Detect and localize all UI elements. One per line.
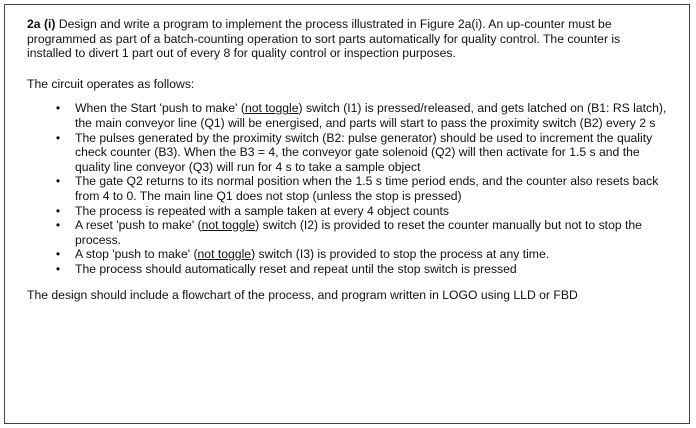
operation-step-6-pre: A stop 'push to make' ( [75, 247, 198, 262]
operation-step-3-text: The gate Q2 returns to its normal position when the 1.5 s time period ends, and the counter also resets back from 4 to 0. The main line Q1 does not stop (unless the stop is pressed) [75, 174, 659, 203]
question-content [27, 17, 667, 302]
bullet-icon: • [55, 218, 61, 233]
bullet-icon: • [55, 247, 61, 262]
question-intro-paragraph [27, 17, 667, 61]
paragraph-spacer [27, 61, 667, 77]
operation-step-3 [27, 174, 667, 203]
bullet-icon: • [55, 203, 61, 218]
operation-step-5-post: ) switch (I2) is provided to reset the counter manually but not to stop the process. [75, 218, 642, 247]
operation-step-1 [27, 101, 667, 130]
bullet-icon: • [55, 130, 61, 145]
operation-step-6-underlined: not toggle [197, 247, 252, 262]
bullet-icon: • [55, 101, 61, 116]
bullet-icon: • [55, 261, 61, 276]
closing-paragraph: The design should include a flowchart of the process, and program written in LOGO using LLD or FBD [27, 287, 578, 302]
operation-step-7-text: The process should automatically reset and repeat until the stop switch is pressed [75, 261, 517, 276]
operation-step-6-post: ) switch (I3) is provided to stop the process at any time. [251, 247, 550, 262]
operation-step-1-pre: When the Start 'push to make' ( [75, 101, 245, 116]
operation-step-7 [27, 262, 667, 277]
operation-step-2 [27, 131, 667, 175]
question-label: 2a (i) [27, 17, 56, 31]
operation-steps-list [27, 101, 667, 276]
operation-step-6 [27, 247, 667, 262]
circuit-intro: The circuit operates as follows: [27, 76, 195, 91]
question-frame [4, 4, 690, 424]
operation-step-5-pre: A reset 'push to make' ( [75, 218, 202, 233]
operation-step-1-underlined: not toggle [244, 101, 299, 116]
operation-step-4-text: The process is repeated with a sample taken at every 4 object counts [75, 203, 449, 218]
bullet-icon: • [55, 174, 61, 189]
operation-step-2-text: The pulses generated by the proximity switch (B2: pulse generator) should be used to increment the quality check counter (B3). When the B3 = 4, the conveyor gate solenoid (Q2) will then activate for 1.5 s and the quality line conveyor (Q3) will run for 4 s to take a sample object [75, 130, 653, 174]
operation-step-1-post: ) switch (I1) is pressed/released, and gets latched on (B1: RS latch), the main conveyor line (Q1) will be energised, and parts will start to pass the proximity switch (B2) every 2 s [75, 101, 667, 130]
operation-step-5 [27, 218, 667, 247]
question-intro-text: Design and write a program to implement the process illustrated in Figure 2a(i). An up-counter must be programmed as part of a batch-counting operation to sort parts automatically for quality control. The counter is installed to divert 1 part out of every 8 for quality control or inspection purposes. [27, 17, 621, 61]
operation-step-4 [27, 204, 667, 219]
operation-step-5-underlined: not toggle [201, 218, 256, 233]
